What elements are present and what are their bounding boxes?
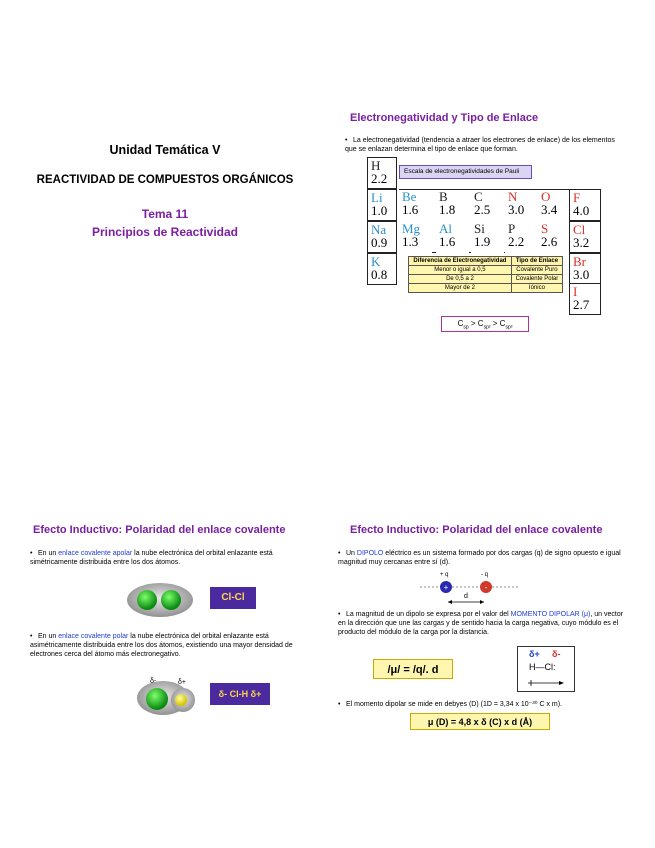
gt-sign: > — [470, 319, 476, 328]
element-en: 2.2 — [371, 171, 388, 186]
hybrid-sub: sp² — [483, 324, 491, 331]
minus-q-label: - q — [481, 572, 489, 578]
element-en: 3.0 — [573, 267, 590, 282]
table-header-row — [409, 257, 563, 266]
bullet-text — [345, 136, 615, 154]
bullet-text — [338, 610, 630, 637]
slide-title: Electronegatividad y Tipo de Enlace — [350, 112, 539, 124]
formula-magnitude: /μ/ = /q/. d — [373, 659, 453, 679]
element-symbol: B — [439, 189, 448, 204]
bullet-body: El momento dipolar se mide en debyes (D) (1D = 3,34 x 10⁻³⁰ C x m). — [346, 701, 563, 708]
bullet-body: la nube electrónica del orbital enlazante está asimétricamente distribuida entre los dos átomos, existiendo una mayor densidad de electrones cerca del átomo más electronegativo. — [30, 633, 293, 658]
bullet-body: La magnitud de un dipolo se expresa por el valor del — [346, 611, 511, 618]
element-en: 1.3 — [402, 234, 419, 249]
element-cell — [367, 253, 397, 285]
element-en: 1.8 — [439, 202, 456, 217]
bullet-body: En un — [38, 550, 59, 557]
element-en: 1.9 — [474, 234, 491, 249]
element-symbol: H — [371, 158, 381, 173]
element-symbol: K — [371, 254, 381, 269]
bullet-body: la nube electrónica del orbital enlazante está simétricamente distribuida entre los dos átomos. — [30, 550, 273, 566]
svg-text:+: + — [443, 583, 449, 592]
bullet-body: Un — [346, 550, 357, 557]
element-symbol: C — [474, 189, 483, 204]
table-row — [409, 275, 563, 284]
table-header: Tipo de Enlace — [511, 257, 562, 266]
bullet-text — [30, 632, 305, 659]
hcl-delta-minus: δ- — [552, 649, 561, 659]
element-cell — [569, 221, 601, 253]
scale-label: Escala de electronegatividades de Pauli — [399, 165, 532, 179]
table-cell: Covalente Polar — [511, 275, 562, 284]
element-symbol: P — [508, 221, 516, 236]
bullet-body: La electronegatividad (tendencia a atraer los electrones de enlace) de los elementos que se enlazan determina el tipo de enlace que forman. — [345, 137, 615, 153]
term-polar: enlace covalente polar — [58, 633, 129, 640]
table-row — [409, 284, 563, 293]
hybrid-order-box — [441, 316, 529, 332]
bullet-text — [338, 700, 630, 709]
gt-sign: > — [492, 319, 498, 328]
hcl-formula: H—Cl: — [529, 662, 556, 672]
unit-title: Unidad Temática V — [109, 143, 221, 157]
topic-subtitle: Principios de Reactividad — [91, 225, 239, 239]
term-apolar: enlace covalente apolar — [58, 550, 133, 557]
element-en: 2.6 — [541, 234, 558, 249]
table-cell: Mayor de 2 — [409, 284, 512, 293]
plus-q-label: + q — [440, 572, 449, 578]
element-cell — [436, 221, 469, 253]
element-cell — [569, 283, 601, 315]
clh-label: δ- Cl-H δ+ — [210, 683, 270, 705]
bullet-text — [338, 549, 628, 567]
element-en: 1.6 — [439, 234, 456, 249]
bullet-dot: • — [30, 550, 33, 557]
clh-molecule-image — [135, 678, 197, 716]
element-symbol: Br — [573, 254, 586, 269]
element-en: 1.6 — [402, 202, 419, 217]
element-symbol: I — [573, 284, 578, 299]
element-cell — [367, 221, 397, 253]
term-dipolo: DIPOLO — [356, 550, 384, 557]
course-title: REACTIVIDAD DE COMPUESTOS ORGÁNICOS — [36, 174, 294, 186]
carbon-label: C — [457, 319, 464, 328]
clcl-molecule-image — [125, 582, 195, 618]
element-en: 0.9 — [371, 235, 388, 250]
element-cell — [367, 189, 397, 221]
element-en: 1.0 — [371, 203, 388, 218]
element-en: 2.5 — [474, 202, 491, 217]
hcl-dipole-box — [517, 646, 575, 692]
element-symbol: Na — [371, 222, 387, 237]
bullet-dot: • — [30, 633, 33, 640]
topic-title: Tema 11 — [141, 207, 189, 221]
formula-debye: μ (D) = 4,8 x δ (C) x d (Å) — [410, 713, 550, 730]
element-symbol: Mg — [402, 221, 421, 236]
element-en: 3.2 — [573, 235, 590, 250]
hybrid-sub: sp³ — [505, 324, 513, 331]
slide-title: Efecto Inductivo: Polaridad del enlace covalente — [350, 524, 603, 536]
delta-plus-label: δ+ — [178, 679, 186, 686]
carbon-label: C — [477, 319, 484, 328]
element-cell — [471, 221, 504, 253]
table-header: Diferencia de Electronegatividad — [409, 257, 512, 266]
element-cell — [505, 221, 538, 253]
element-en: 0.8 — [371, 267, 388, 282]
dipole-arrow-icon — [526, 679, 566, 687]
element-symbol: O — [541, 189, 551, 204]
distance-label: d — [464, 593, 468, 600]
clcl-label: Cl-Cl — [210, 587, 256, 609]
element-symbol: S — [541, 221, 549, 236]
bullet-dot: • — [338, 550, 341, 557]
hcl-delta-plus: δ+ — [529, 649, 540, 659]
bullet-text — [30, 549, 305, 567]
element-symbol: Si — [474, 221, 485, 236]
slide-title: Efecto Inductivo: Polaridad del enlace covalente — [33, 524, 286, 536]
element-cell — [367, 157, 397, 189]
bond-type-table — [408, 256, 563, 293]
element-en: 4.0 — [573, 203, 590, 218]
table-cell: Iónico — [511, 284, 562, 293]
element-cell — [569, 189, 601, 221]
carbon-label: C — [499, 319, 506, 328]
element-symbol: Cl — [573, 222, 586, 237]
element-en: 3.0 — [508, 202, 525, 217]
element-symbol: Be — [402, 189, 417, 204]
bullet-body: , un vector en la dirección que une las cargas y de sentido hacia la carga negativa, cuyo módulo es el producto del módulo de la carga por la distancia. — [338, 611, 624, 636]
element-symbol: Al — [439, 221, 452, 236]
element-en: 3.4 — [541, 202, 558, 217]
element-cell — [569, 253, 601, 285]
table-cell: Covalente Puro — [511, 266, 562, 275]
table-cell: De 0,5 a 2 — [409, 275, 512, 284]
element-en: 2.7 — [573, 297, 590, 312]
bullet-dot: • — [345, 137, 348, 144]
hybrid-sub: sp — [463, 324, 469, 331]
table-row — [409, 266, 563, 275]
bullet-body: En un — [38, 633, 59, 640]
term-momento-dipolar: MOMENTO DIPOLAR (μ) — [510, 611, 591, 618]
bullet-dot: • — [338, 611, 341, 618]
table-cell: Menor o igual a 0,5 — [409, 266, 512, 275]
svg-text:-: - — [484, 583, 488, 592]
element-cell — [538, 221, 571, 253]
delta-minus-label: δ- — [150, 678, 157, 685]
element-en: 2.2 — [508, 234, 525, 249]
bullet-dot: • — [338, 701, 341, 708]
bullet-body: eléctrico es un sistema formado por dos cargas (q) de signo opuesto e igual magnitud muy cercanas entre sí (d). — [338, 550, 621, 566]
element-cell — [399, 221, 432, 253]
element-symbol: F — [573, 190, 581, 205]
dipole-drawing — [420, 578, 520, 608]
element-symbol: N — [508, 189, 518, 204]
element-symbol: Li — [371, 190, 383, 205]
